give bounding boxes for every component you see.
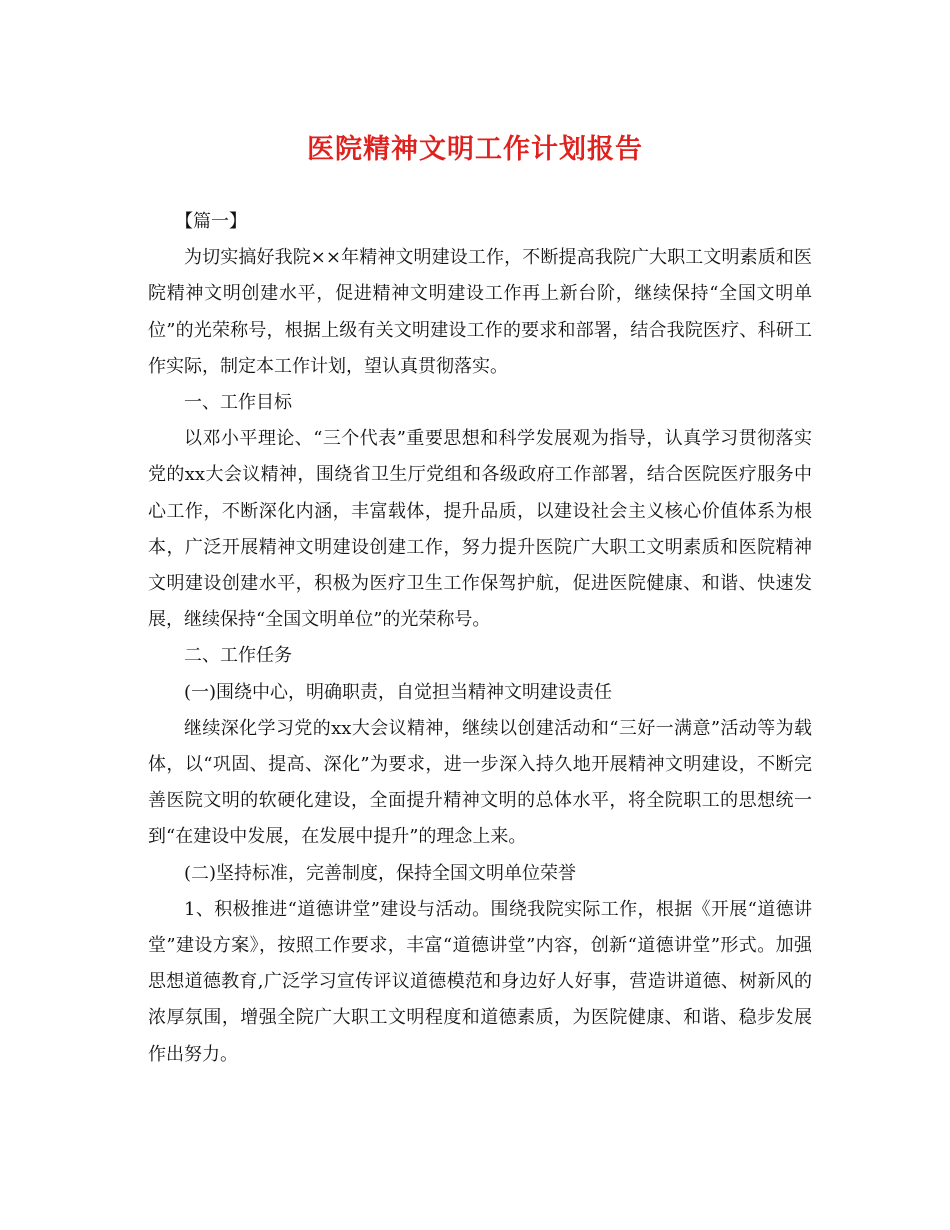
task-two-item-one-paragraph: 1、积极推进“道德讲堂”建设与活动。围绕我院实际工作，根据《开展“道德讲堂”建设方案》，按照工作要求，丰富“道德讲堂”内容，创新“道德讲堂”形式。加强思想道德教育,广泛学习宣传评议道德模范和身边好人好事，营造讲道德、树新风的浓厚氛围，增强全院广大职工文明程度和道德素质，为医院健康、和谐、稳步发展作出努力。 xyxy=(148,898,812,1065)
subheading-task-two: (二)坚持标准，完善制度，保持全国文明单位荣誉 xyxy=(184,862,577,884)
work-goals-paragraph: 以邓小平理论、“三个代表”重要思想和科学发展观为指导，认真学习贯彻落实党的xx大会议精神，围绕省卫生厅党组和各级政府工作部署，结合医院医疗服务中心工作，不断深化内涵，丰富载体，提升品质，以建设社会主义核心价值体系为根本，广泛开展精神文明建设创建工作，努力提升医院广大职工文明素质和医院精神文明建设创建水平，积极为医疗卫生工作保驾护航，促进医院健康、和谐、快速发展，继续保持“全国文明单位”的光荣称号。 xyxy=(148,428,812,631)
heading-work-tasks: 二、工作任务 xyxy=(184,645,292,667)
document-body xyxy=(148,204,812,1073)
task-one-paragraph: 继续深化学习党的xx大会议精神，继续以创建活动和“三好一满意”活动等为载体，以“巩固、提高、深化”为要求，进一步深入持久地开展精神文明建设，不断完善医院文明的软硬化建设，全面提升精神文明的总体水平，将全院职工的思想统一到“在建设中发展，在发展中提升”的理念上来。 xyxy=(148,717,812,848)
subheading-task-one: (一)围绕中心，明确职责，自觉担当精神文明建设责任 xyxy=(184,681,613,703)
section-tag: 【篇一】 xyxy=(175,211,247,232)
document-title: 医院精神文明工作计划报告 xyxy=(307,134,643,165)
heading-work-goals: 一、工作目标 xyxy=(184,392,292,414)
intro-paragraph: 为切实搞好我院××年精神文明建设工作，不断提高我院广大职工文明素质和医院精神文明创建水平，促进精神文明建设工作再上新台阶，继续保持“全国文明单位”的光荣称号，根据上级有关文明建设工作的要求和部署，结合我院医疗、科研工作实际，制定本工作计划，望认真贯彻落实。 xyxy=(148,247,812,377)
